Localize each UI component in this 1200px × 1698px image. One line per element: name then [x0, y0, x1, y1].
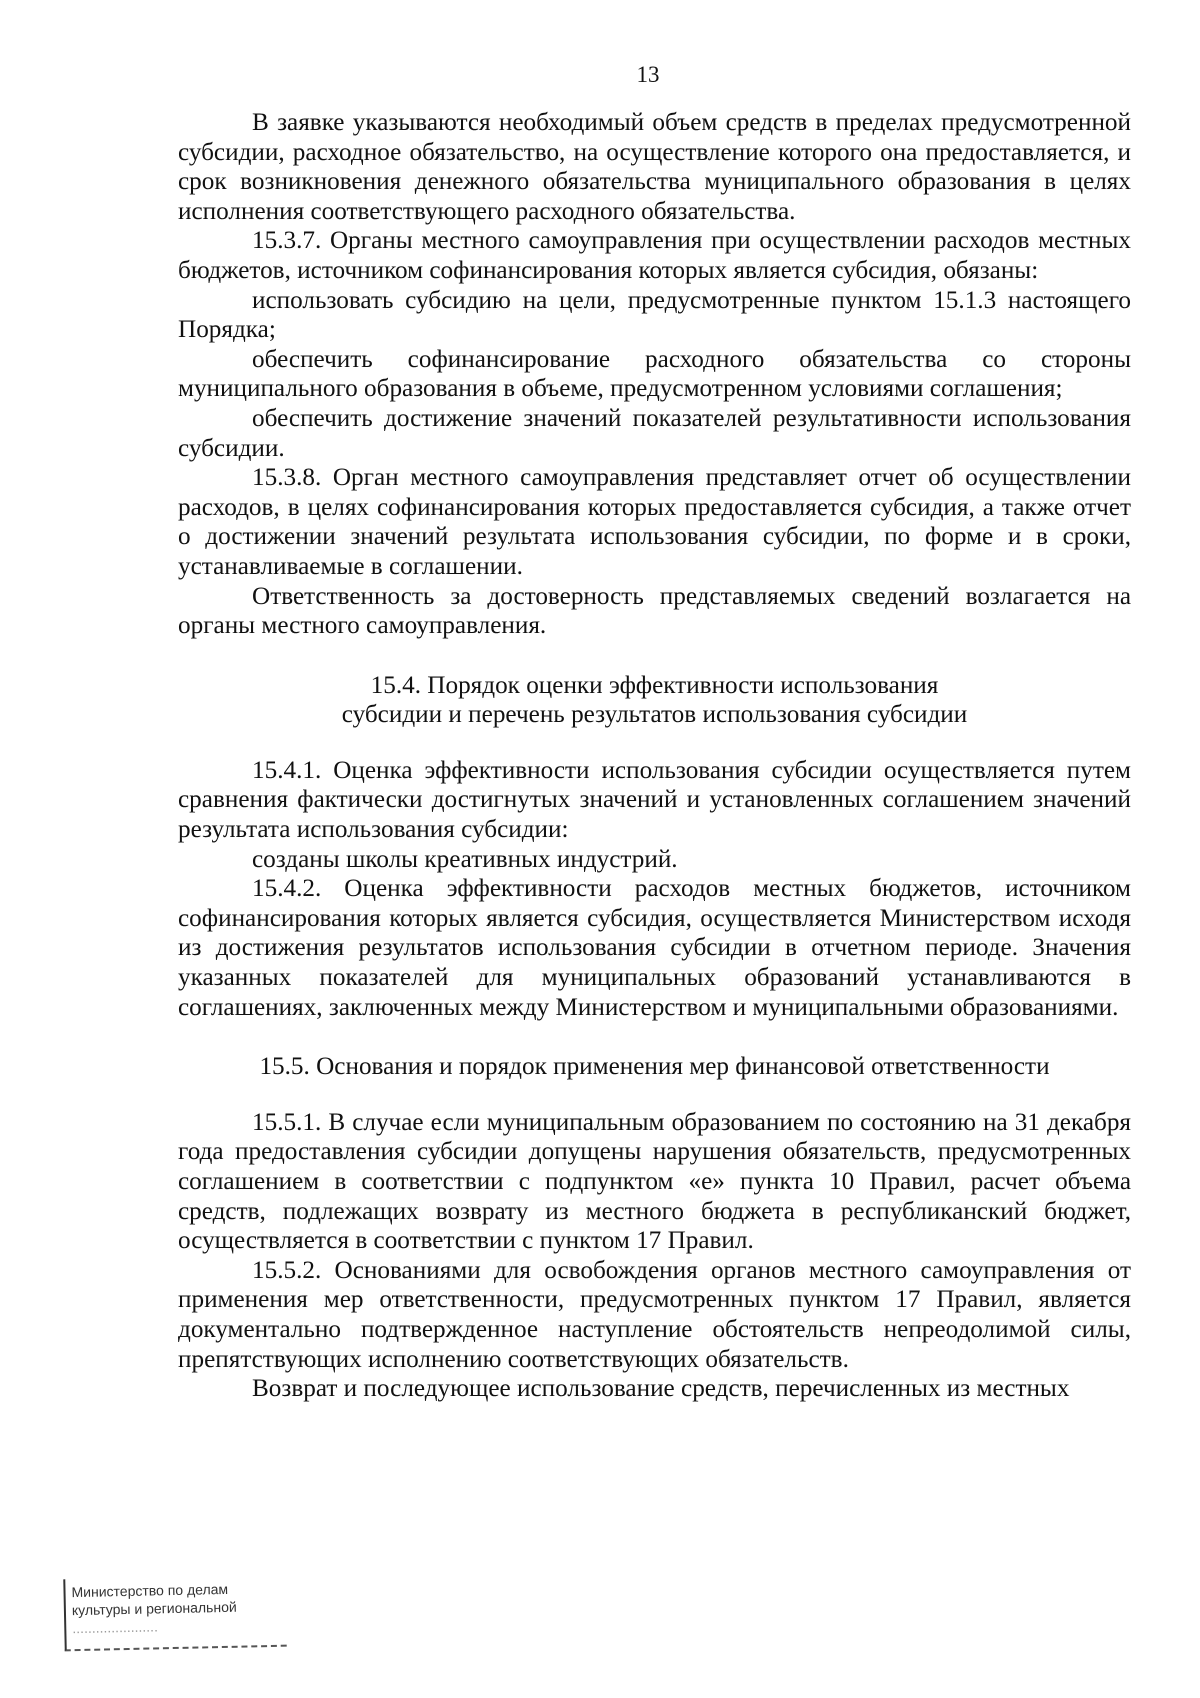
heading-line: субсидии и перечень результатов использования субсидии: [341, 701, 968, 729]
paragraph: Возврат и последующее использование средств, перечисленных из местных: [252, 1375, 1070, 1403]
paragraph: 15.4.1. Оценка эффективности использования субсидии осуществляется путем сравнения фактически достигнутых значений и установленных соглашением значений результата использования субсидии:: [178, 756, 1131, 844]
paragraph: 15.3.8. Орган местного самоуправления представляет отчет об осуществлении расходов, в целях софинансирования которых предоставляется субсидия, а также отчет о достижении значений результата использования субсидии, по форме и в сроки, устанавливаемые в соглашении.: [178, 464, 1131, 580]
paragraph: обеспечить достижение значений показателей результативности использования субсидии.: [178, 404, 1131, 462]
paragraph: В заявке указываются необходимый объем средств в пределах предусмотренной субсидии, расходное обязательство, на осуществление которого она предоставляется, и срок возникновения денежного обязательства муниципального образования в целях исполнения соответствующего расходного обязательства.: [178, 109, 1131, 225]
paragraph: 15.5.2. Основаниями для освобождения органов местного самоуправления от применения мер ответственности, предусмотренных пунктом 17 Правил, является документально подтвержденное наступление обстоятельств непреодолимой силы, препятствующих исполнению соответствующих обязательств.: [178, 1256, 1131, 1373]
document-body: [178, 108, 1131, 1404]
section-heading-15-4: [178, 671, 1131, 730]
paragraph: Ответственность за достоверность представляемых сведений возлагается на органы местного самоуправления.: [178, 582, 1131, 640]
stamp-line: Министерство по делам: [71, 1580, 229, 1601]
page-number: 13: [636, 62, 660, 87]
section-heading-15-5: 15.5. Основания и порядок применения мер финансовой ответственности: [259, 1053, 1050, 1081]
stamp-line: культуры и региональной: [71, 1598, 237, 1619]
paragraph: 15.3.7. Органы местного самоуправления при осуществлении расходов местных бюджетов, источником софинансирования которых является субсидия, обязаны:: [178, 227, 1131, 284]
paragraph: 15.5.1. В случае если муниципальным образованием по состоянию на 31 декабря года предоставления субсидии допущены нарушения обязательств, предусмотренных соглашением в соответствии с подпунктом «е» пункта 10 Правил, расчет объема средств, подлежащих возврату из местного бюджета в республиканский бюджет, осуществляется в соответствии с пунктом 17 Правил.: [178, 1108, 1131, 1255]
paragraph: обеспечить софинансирование расходного обязательства со стороны муниципального образования в объеме, предусмотренном условиями соглашения;: [178, 345, 1131, 403]
paragraph: 15.4.2. Оценка эффективности расходов местных бюджетов, источником софинансирования которых является субсидия, осуществляется Министерством исходя из достижения результатов использования субсидии в отчетном периоде. Значения указанных показателей для муниципальных образований устанавливаются в соглашениях, заключенных между Министерством и муниципальными образованиями.: [178, 875, 1131, 1021]
heading-line: 15.4. Порядок оценки эффективности использования: [370, 671, 939, 699]
paragraph: использовать субсидию на цели, предусмотренные пунктом 15.1.3 настоящего Порядка;: [178, 286, 1131, 344]
registration-stamp: [63, 1575, 286, 1652]
stamp-line: ......................: [72, 1618, 159, 1637]
paragraph: созданы школы креативных индустрий.: [252, 845, 678, 873]
